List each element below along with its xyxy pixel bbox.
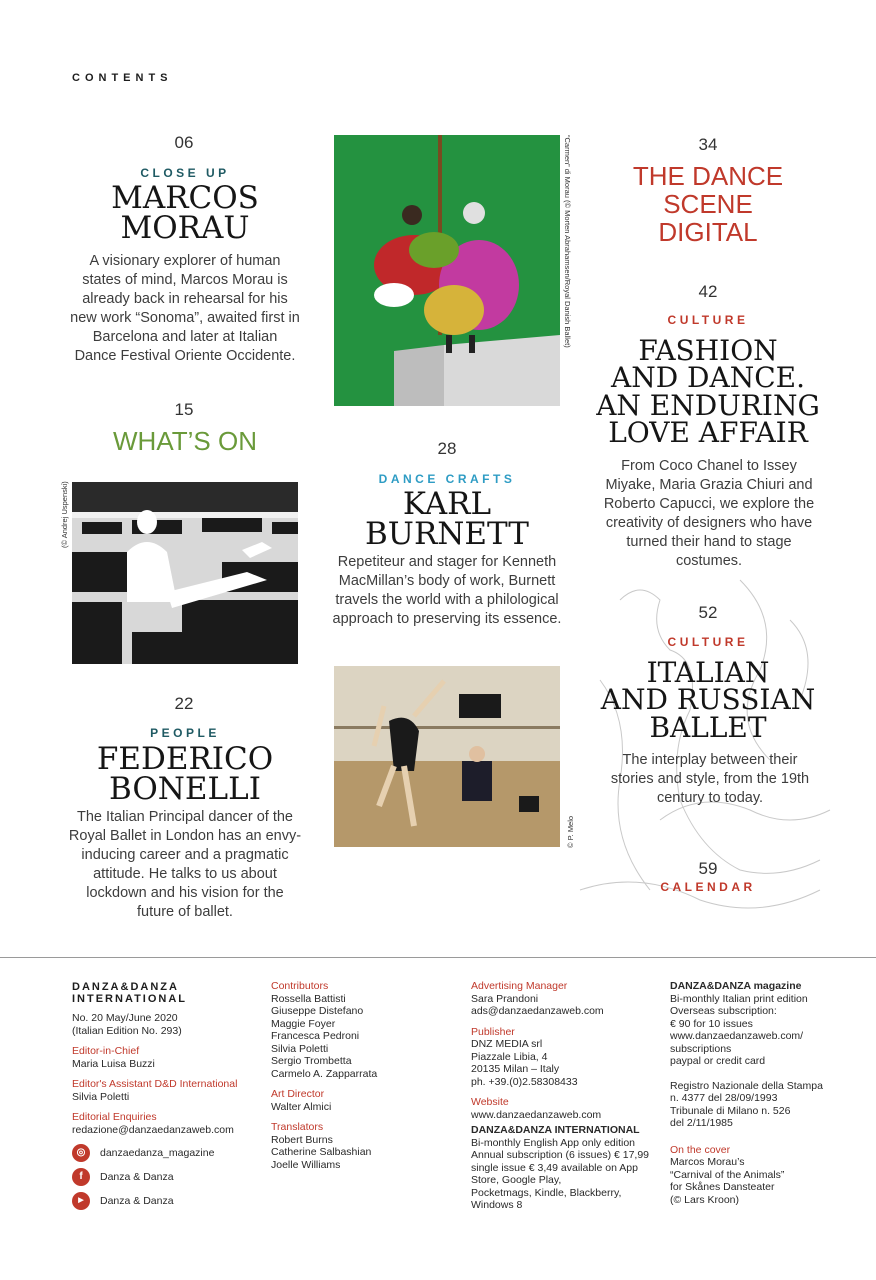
magazine-line[interactable]: www.danzaedanzaweb.com/	[670, 1030, 804, 1042]
title-line: BURNETT	[365, 516, 529, 553]
footer-col-2	[271, 980, 461, 1171]
title-dance-scene-digital	[600, 162, 816, 246]
title-line: FEDERICO	[96, 741, 274, 777]
enquiries-email[interactable]: redazione@danzaedanzaweb.com	[72, 1123, 234, 1136]
enquiries-label: Editorial Enquiries	[72, 1111, 157, 1123]
advertising-email[interactable]: ads@danzaedanzaweb.com	[471, 1005, 604, 1017]
contributor: Giuseppe Distefano	[271, 1005, 364, 1017]
description-bonelli: The Italian Principal dancer of the Royal Ballet in London has an envy-inducing career and a pragmatic attitude. He talks to us about lockdown and his vision for the future of ballet.	[68, 809, 302, 920]
title-karl-burnett	[330, 486, 564, 553]
footer-col-4	[670, 980, 860, 1206]
category-culture: CULTURE	[667, 313, 749, 327]
translator: Catherine Salbashian	[271, 1146, 372, 1158]
assistant-label: Editor's Assistant D&D International	[72, 1078, 238, 1090]
page-number-15: 15	[174, 400, 194, 419]
title-italian-russian-ballet	[596, 656, 820, 744]
social-facebook-text: Danza & Danza	[100, 1170, 174, 1183]
page-number-42: 42	[698, 282, 718, 301]
page-number-28: 28	[437, 439, 457, 458]
registry-line: n. 4377 del 28/09/1993	[670, 1092, 778, 1104]
cover-line: Marcos Morau’s	[670, 1156, 745, 1168]
brand-logo-line1: DANZA&DANZA	[72, 981, 179, 993]
facebook-icon: f	[72, 1168, 90, 1186]
brand-logo-line2: INTERNATIONAL	[72, 993, 188, 1005]
title-line: LOVE AFFAIR	[608, 416, 808, 450]
website-label: Website	[471, 1096, 509, 1108]
title-fashion-and-dance	[596, 334, 820, 450]
publisher-line: DNZ MEDIA srl	[471, 1038, 543, 1050]
title-line: AN ENDURING	[596, 388, 820, 422]
page-heading: CONTENTS	[72, 72, 173, 84]
contributors-label: Contributors	[271, 980, 329, 992]
social-youtube[interactable]	[72, 1192, 262, 1210]
cover-line: “Carnival of the Animals”	[670, 1168, 785, 1181]
contributor: Maggie Foyer	[271, 1017, 336, 1030]
page-number-52: 52	[698, 603, 718, 622]
social-facebook[interactable]	[72, 1168, 262, 1186]
category-culture-2: CULTURE	[667, 635, 749, 649]
page-number-06: 06	[174, 133, 194, 152]
title-line: MARCOS	[111, 180, 259, 216]
magazine-line: € 90 for 10 issues	[670, 1017, 753, 1030]
registry-line: del 2/11/1985	[670, 1117, 733, 1129]
registry-line: Tribunale di Milano n. 526	[670, 1104, 791, 1117]
title-whats-on: WHAT’S ON	[113, 426, 257, 456]
intl-line: single issue € 3,49 available on App	[471, 1161, 638, 1174]
intl-line: Pocketmags, Kindle, Blackberry,	[471, 1186, 622, 1199]
magazine-line: Bi-monthly Italian print edition	[670, 992, 808, 1005]
translator: Robert Burns	[271, 1133, 333, 1146]
editor-name: Maria Luisa Buzzi	[72, 1057, 155, 1070]
contributor: Francesca Pedroni	[271, 1030, 360, 1042]
title-line: KARL	[402, 486, 492, 522]
title-line: DIGITAL	[658, 217, 758, 248]
title-federico-bonelli	[70, 741, 300, 808]
category-people: PEOPLE	[150, 726, 220, 740]
description-morau: A visionary explorer of human states of mind, Marcos Morau is already back in rehearsal for his new work “Sonoma”, awaited first in Barcelona and later at Italian Dance Festival Oriente Occidente.	[70, 253, 300, 364]
publisher-label: Publisher	[471, 1025, 515, 1038]
cover-label: On the cover	[670, 1143, 731, 1156]
title-line: AND RUSSIAN	[600, 683, 816, 717]
contributor: Carmelo A. Zapparrata	[271, 1067, 378, 1080]
magazine-line: paypal or credit card	[670, 1055, 766, 1067]
title-marcos-morau	[70, 180, 300, 247]
contributor: Rossella Battisti	[271, 992, 346, 1005]
title-line: BALLET	[649, 710, 767, 744]
title-line: SCENE	[663, 189, 753, 220]
credit-burnett: © P. Melo	[566, 815, 575, 848]
advertising-name: Sara Prandoni	[471, 992, 539, 1005]
description-fashion: From Coco Chanel to Issey Miyake, Maria Grazia Chiuri and Roberto Capucci, we explore the creativity of designers who have turned their hand to stage costumes.	[603, 458, 815, 569]
translator: Joelle Williams	[271, 1158, 341, 1171]
description-burnett: Repetiteur and stager for Kenneth MacMillan’s body of work, Burnett travels the world with a philological approach to preserving its essence.	[332, 554, 562, 627]
category-dance-crafts: DANCE CRAFTS	[378, 472, 516, 486]
social-instagram[interactable]	[72, 1144, 262, 1162]
translators-label: Translators	[271, 1121, 324, 1133]
photo-carmen-morau	[334, 135, 560, 406]
italian-edition: (Italian Edition No. 293)	[72, 1024, 182, 1037]
page-number-34: 34	[698, 135, 718, 154]
issue-number: No. 20 May/June 2020	[72, 1012, 178, 1024]
cover-line: (© Lars Kroon)	[670, 1193, 740, 1206]
footer-divider	[0, 957, 876, 958]
title-line: ITALIAN	[646, 656, 770, 689]
registry-line: Registro Nazionale della Stampa	[670, 1079, 823, 1092]
description-ballet: The interplay between their stories and style, from the 19th century to today.	[610, 752, 810, 806]
title-line: BONELLI	[109, 771, 261, 808]
intl-line: Bi-monthly English App only edition	[471, 1136, 636, 1149]
website-url[interactable]: www.danzaedanzaweb.com	[471, 1108, 602, 1121]
category-calendar: CALENDAR	[660, 880, 756, 894]
intl-line: Windows 8	[471, 1199, 523, 1211]
magazine-line: Overseas subscription:	[670, 1005, 777, 1017]
photo-federico-bonelli	[72, 482, 298, 664]
page-number-22: 22	[174, 694, 194, 713]
page-number-59: 59	[698, 859, 718, 878]
credit-carmen: “Carmen” di Morau (© Morten Abrahamsen/Royal Danish Ballet)	[563, 135, 572, 348]
art-director-name: Walter Almici	[271, 1100, 332, 1113]
category-close-up: CLOSE UP	[140, 166, 230, 180]
cover-line: for Skånes Dansteater	[670, 1181, 775, 1193]
title-line: AND DANCE.	[610, 361, 805, 395]
footer-col-3	[471, 980, 661, 1212]
intl-line: Annual subscription (6 issues) € 17,99	[471, 1149, 650, 1161]
publisher-line: 20135 Milan – Italy	[471, 1063, 560, 1075]
editor-label: Editor-in-Chief	[72, 1045, 140, 1057]
intl-line: Store, Google Play,	[471, 1174, 562, 1186]
contributor: Sergio Trombetta	[271, 1055, 352, 1067]
title-line: MORAU	[120, 210, 250, 247]
footer-col-1	[72, 981, 262, 1210]
advertising-label: Advertising Manager	[471, 980, 568, 992]
intl-edition-title: DANZA&DANZA INTERNATIONAL	[471, 1124, 640, 1136]
magazine-line: subscriptions	[670, 1042, 732, 1055]
contributor: Silvia Poletti	[271, 1042, 329, 1055]
social-youtube-text: Danza & Danza	[100, 1194, 174, 1207]
magazine-title: DANZA&DANZA magazine	[670, 980, 802, 992]
social-instagram-text: danzaedanza_magazine	[100, 1146, 215, 1159]
instagram-icon: ◎	[72, 1144, 90, 1162]
art-director-label: Art Director	[271, 1088, 325, 1100]
credit-bonelli: (© Andrej Uspenski)	[60, 481, 69, 548]
publisher-line: ph. +39.(0)2.58308433	[471, 1075, 578, 1088]
photo-karl-burnett	[334, 666, 560, 847]
title-line: THE DANCE	[632, 161, 784, 191]
assistant-name: Silvia Poletti	[72, 1090, 130, 1103]
title-line: FASHION	[638, 334, 778, 367]
youtube-icon: ▶	[72, 1192, 90, 1210]
publisher-line: Piazzale Libia, 4	[471, 1050, 548, 1063]
